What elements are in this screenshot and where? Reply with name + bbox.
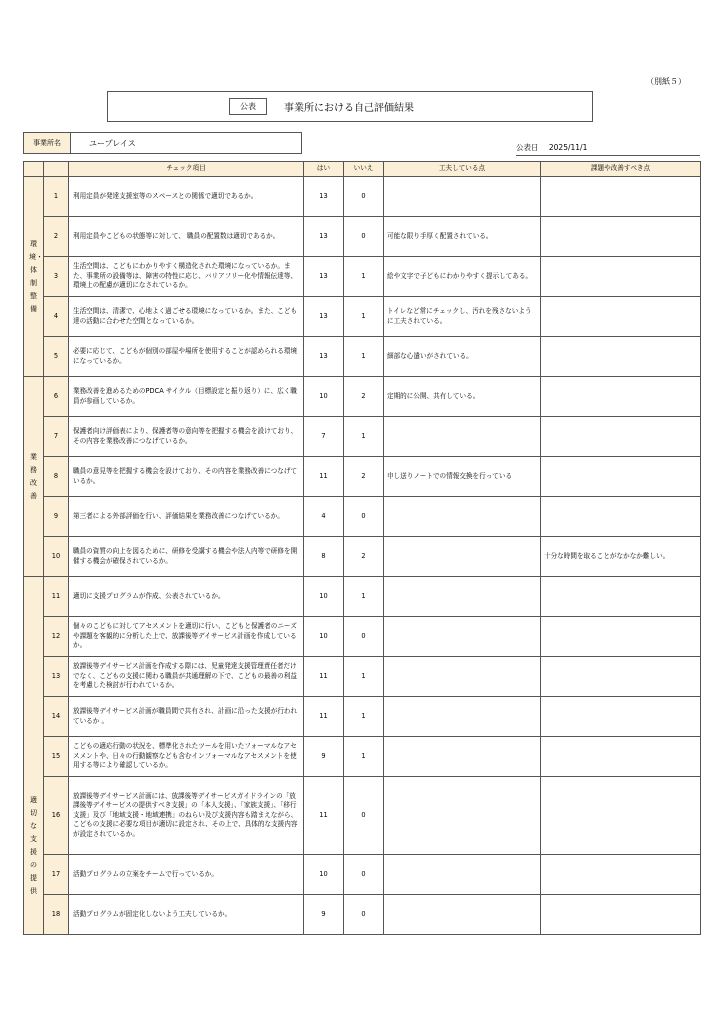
yes-count: 11 — [304, 697, 344, 737]
no-count: 0 — [344, 217, 384, 257]
table-header — [24, 162, 701, 177]
table-row — [24, 737, 701, 777]
row-number: 6 — [44, 377, 69, 417]
efforts-note — [384, 497, 541, 537]
table-row — [24, 777, 701, 855]
check-item: 利用定員が発達支援室等のスペースとの関係で適切であるか。 — [69, 177, 304, 217]
check-item: 個々のこどもに対してアセスメントを適切に行い、こどもと保護者のニーズや課題を客観的に分析した上で、放課後等デイサービス計画を作成しているか。 — [69, 617, 304, 657]
check-item: 職員の資質の向上を図るために、研修を受講する機会や法人内等で研修を開催する機会が確保されているか。 — [69, 537, 304, 577]
category-cell — [24, 377, 44, 577]
yes-count: 7 — [304, 417, 344, 457]
no-count: 1 — [344, 657, 384, 697]
check-item: 放課後等デイサービス計画が職員間で共有され、計画に沿った支援が行われているか 。 — [69, 697, 304, 737]
check-item: 放課後等デイサービス計画には、放課後等デイサービスガイドラインの「放課後等デイサービスの提供すべき支援」の「本人支援」、「家族支援」、「移行支援」及び「地域支援・地域連携」のねらい及び支援内容も踏まえながら、こどもの支援に必要な項目が適切に設定され、その上で、具体的な支援内容が設定されているか。 — [69, 777, 304, 855]
table-row — [24, 617, 701, 657]
efforts-note: 申し送りノートでの情報交換を行っている — [384, 457, 541, 497]
efforts-note — [384, 777, 541, 855]
issues-note: 十分な時間を取ることがなかなか難しい。 — [541, 537, 701, 577]
table-row — [24, 297, 701, 337]
no-count: 1 — [344, 697, 384, 737]
row-number: 13 — [44, 657, 69, 697]
row-number: 12 — [44, 617, 69, 657]
table-row — [24, 895, 701, 935]
efforts-note — [384, 577, 541, 617]
yes-count: 13 — [304, 297, 344, 337]
table-row — [24, 417, 701, 457]
row-number: 2 — [44, 217, 69, 257]
efforts-note: 定期的に公開、共有している。 — [384, 377, 541, 417]
public-tag: 公表 — [229, 98, 267, 115]
category-label: 業務改善 — [30, 452, 37, 500]
efforts-note: トイレなど常にチェックし、汚れを残さないように工夫されている。 — [384, 297, 541, 337]
no-count: 0 — [344, 777, 384, 855]
table-row — [24, 177, 701, 217]
row-number: 17 — [44, 855, 69, 895]
no-count: 0 — [344, 497, 384, 537]
issues-note — [541, 377, 701, 417]
table-row — [24, 855, 701, 895]
no-count: 1 — [344, 337, 384, 377]
issues-note — [541, 177, 701, 217]
efforts-note — [384, 537, 541, 577]
no-count: 0 — [344, 855, 384, 895]
yes-count: 13 — [304, 337, 344, 377]
yes-count: 11 — [304, 777, 344, 855]
row-number: 3 — [44, 257, 69, 297]
table-row — [24, 217, 701, 257]
no-count: 0 — [344, 617, 384, 657]
header-no: いいえ — [344, 162, 384, 177]
issues-note — [541, 617, 701, 657]
yes-count: 13 — [304, 257, 344, 297]
yes-count: 10 — [304, 377, 344, 417]
efforts-note — [384, 855, 541, 895]
issues-note — [541, 895, 701, 935]
row-number: 11 — [44, 577, 69, 617]
row-number: 4 — [44, 297, 69, 337]
category-label: 適切な支援の提供 — [30, 795, 37, 895]
evaluation-table — [23, 161, 701, 935]
yes-count: 10 — [304, 617, 344, 657]
no-count: 1 — [344, 417, 384, 457]
no-count: 2 — [344, 377, 384, 417]
efforts-note — [384, 657, 541, 697]
yes-count: 9 — [304, 737, 344, 777]
yes-count: 10 — [304, 855, 344, 895]
table-row — [24, 537, 701, 577]
no-count: 2 — [344, 537, 384, 577]
table-row — [24, 457, 701, 497]
row-number: 10 — [44, 537, 69, 577]
header-issues: 課題や改善すべき点 — [541, 162, 701, 177]
yes-count: 11 — [304, 657, 344, 697]
no-count: 1 — [344, 257, 384, 297]
category-cell — [24, 177, 44, 377]
row-number: 9 — [44, 497, 69, 537]
office-box — [23, 132, 302, 154]
yes-count: 9 — [304, 895, 344, 935]
page-title: 事業所における自己評価結果 — [284, 103, 414, 114]
check-item: 活動プログラムが固定化しないよう工夫しているか。 — [69, 895, 304, 935]
efforts-note: 絵や文字で子どもにわかりやすく提示してある。 — [384, 257, 541, 297]
row-number: 5 — [44, 337, 69, 377]
issues-note — [541, 697, 701, 737]
table-row — [24, 377, 701, 417]
check-item: 利用定員やこどもの状態等に対して、 職員の配置数は適切であるか。 — [69, 217, 304, 257]
row-number: 7 — [44, 417, 69, 457]
table-row — [24, 657, 701, 697]
header-yes: はい — [304, 162, 344, 177]
row-number: 18 — [44, 895, 69, 935]
office-label: 事業所名 — [24, 133, 71, 153]
publish-date: 2025/11/1 — [548, 143, 588, 152]
header-efforts: 工夫している点 — [384, 162, 541, 177]
issues-note — [541, 257, 701, 297]
attachment-label: （別紙５） — [646, 77, 686, 86]
row-number: 14 — [44, 697, 69, 737]
efforts-note — [384, 737, 541, 777]
row-number: 1 — [44, 177, 69, 217]
issues-note — [541, 577, 701, 617]
check-item: 第三者による外部評価を行い、評価結果を業務改善につなげているか。 — [69, 497, 304, 537]
efforts-note — [384, 617, 541, 657]
check-item: 保護者向け評価表により、保護者等の意向等を把握する機会を設けており、その内容を業務改善につなげているか。 — [69, 417, 304, 457]
issues-note — [541, 657, 701, 697]
issues-note — [541, 217, 701, 257]
table-row — [24, 257, 701, 297]
table-row — [24, 697, 701, 737]
issues-note — [541, 497, 701, 537]
row-number: 16 — [44, 777, 69, 855]
title-box — [107, 91, 593, 122]
header-check-item: チェック項目 — [69, 162, 304, 177]
check-item: 生活空間は、こどもにわかりやすく構造化された環境になっているか。また、事業所の設備等は、障害の特性に応じ、バリアフリー化や情報伝達等、環境上の配慮が適切になされているか。 — [69, 257, 304, 297]
yes-count: 13 — [304, 217, 344, 257]
issues-note — [541, 337, 701, 377]
efforts-note — [384, 697, 541, 737]
check-item: 放課後等デイサービス計画を作成する際には、児童発達支援管理責任者だけでなく、こどもの支援に関わる職員が共通理解の下で、こどもの最善の利益を考慮した検討が行われているか。 — [69, 657, 304, 697]
check-item: 適切に支援プログラムが作成、公表されているか。 — [69, 577, 304, 617]
issues-note — [541, 297, 701, 337]
issues-note — [541, 777, 701, 855]
check-item: 必要に応じて、こどもが個別の部屋や場所を使用することが認められる環境になっているか。 — [69, 337, 304, 377]
efforts-note — [384, 417, 541, 457]
issues-note — [541, 855, 701, 895]
no-count: 1 — [344, 297, 384, 337]
issues-note — [541, 417, 701, 457]
issues-note — [541, 457, 701, 497]
publish-label: 公表日 — [516, 143, 539, 152]
no-count: 2 — [344, 457, 384, 497]
issues-note — [541, 737, 701, 777]
check-item: 職員の意見等を把握する機会を設けており、その内容を業務改善につなげているか。 — [69, 457, 304, 497]
check-item: 生活空間は、清潔で、心地よく過ごせる環境になっているか。また、こども達の活動に合わせた空間となっているか。 — [69, 297, 304, 337]
header-blank-cat — [24, 162, 44, 177]
no-count: 0 — [344, 177, 384, 217]
check-item: 活動プログラムの立案をチームで行っているか。 — [69, 855, 304, 895]
check-item: 業務改善を進めるためのPDCA サイクル（目標設定と振り返り）に、広く職員が参画しているか。 — [69, 377, 304, 417]
no-count: 1 — [344, 577, 384, 617]
yes-count: 10 — [304, 577, 344, 617]
efforts-note: 可能な限り手厚く配置されている。 — [384, 217, 541, 257]
check-item: こどもの適応行動の状況を、標準化されたツールを用いたフォーマルなアセスメントや、日々の行動観察なども含むインフォーマルなアセスメントを使用する等により確認しているか。 — [69, 737, 304, 777]
category-label: 環境・体制整備 — [29, 239, 43, 313]
table-row — [24, 577, 701, 617]
table-row — [24, 337, 701, 377]
yes-count: 11 — [304, 457, 344, 497]
yes-count: 4 — [304, 497, 344, 537]
efforts-note — [384, 177, 541, 217]
no-count: 0 — [344, 895, 384, 935]
office-name: ユープレイス — [89, 138, 136, 148]
table-row — [24, 497, 701, 537]
row-number: 8 — [44, 457, 69, 497]
no-count: 1 — [344, 737, 384, 777]
publish-date-line — [516, 142, 700, 156]
efforts-note — [384, 895, 541, 935]
yes-count: 8 — [304, 537, 344, 577]
category-cell — [24, 577, 44, 935]
header-blank-num — [44, 162, 69, 177]
row-number: 15 — [44, 737, 69, 777]
efforts-note: 細部な心遣いがされている。 — [384, 337, 541, 377]
yes-count: 13 — [304, 177, 344, 217]
